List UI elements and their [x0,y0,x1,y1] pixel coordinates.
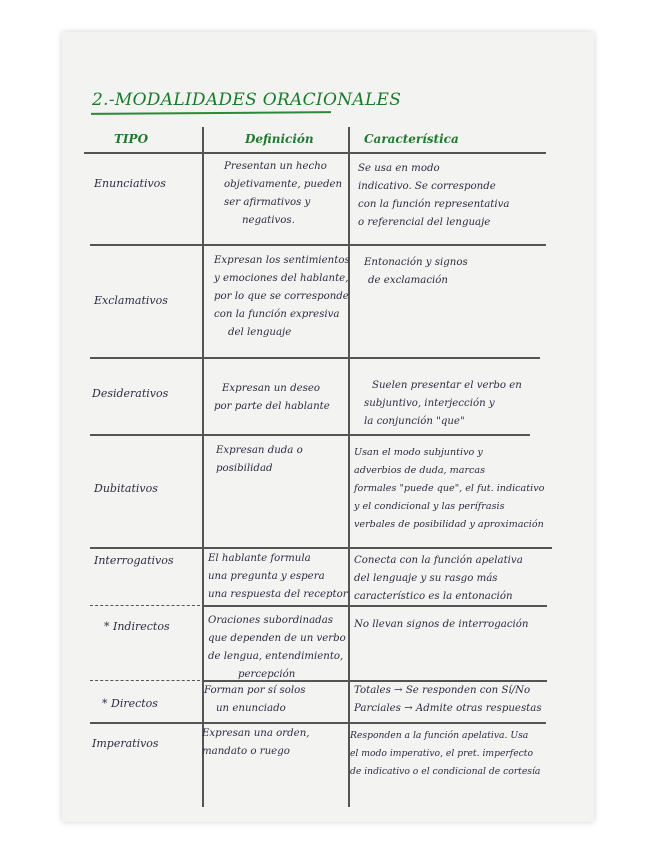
column-divider-2 [348,127,350,807]
definicion-cell: El hablante formula una pregunta y espera una respuesta del receptor [208,553,348,600]
page-title: 2.-MODALIDADES ORACIONALES [92,90,402,110]
caracteristicas-cell: Entonación y signos de exclamación [364,257,468,286]
header-definicion: Definición [245,132,314,146]
definicion-cell: Expresan duda o posibilidad [216,445,303,474]
tipo-desiderativos: Desiderativos [92,387,169,400]
caracteristicas-cell: Se usa en modo indicativo. Se corresponde con la función representativa o referencial del lenguaje [358,163,510,228]
header-tipo: TIPO [114,132,149,146]
tipo-indirectos: * Indirectos [104,620,170,633]
caracteristicas-cell: Responden a la función apelativa. Usa el modo imperativo, el pret. imperfecto de indicativo o el condicional de cortesía [350,730,541,777]
definicion-cell: Expresan una orden, mandato o ruego [202,728,310,757]
row-divider [90,434,530,436]
tipo-imperativos: Imperativos [92,737,159,750]
row-divider [84,152,546,154]
tipo-directos: * Directos [102,697,158,710]
definicion-cell: Expresan un deseo por parte del hablante [214,383,330,412]
definicion-cell: Oraciones subordinadas que dependen de un verbo de lengua, entendimiento, percepción [208,615,346,680]
notebook-page [62,32,594,822]
caracteristicas-cell: Suelen presentar el verbo en subjuntivo, interjección y la conjunción "que" [364,380,522,427]
definicion-cell: Forman por sí solos un enunciado [204,685,306,714]
definicion-cell: Presentan un hecho objetivamente, pueden ser afirmativos y negativos. [224,161,343,226]
dashed-divider [90,680,200,681]
tipo-dubitativos: Dubitativos [94,482,158,495]
row-divider [90,244,546,246]
caracteristicas-cell: No llevan signos de interrogación [354,619,529,630]
caracteristicas-cell: Totales → Se responden con Sí/No Parciales → Admite otras respuestas [354,685,542,714]
definicion-cell: Expresan los sentimientos y emociones del hablante, por lo que se corresponde con la función expresiva del lenguaje [214,255,350,338]
dashed-divider [90,605,200,606]
caracteristicas-cell: Usan el modo subjuntivo y adverbios de duda, marcas formales "puede que", el fut. indicativo y el condicional y las perífrasis verbales de posibilidad y aproximación [354,447,545,530]
tipo-exclamativos: Exclamativos [94,294,168,307]
row-divider [90,722,546,724]
caracteristicas-cell: Conecta con la función apelativa del lenguaje y su rasgo más característico es la entonación [354,555,523,602]
row-divider [90,357,540,359]
title-underline [91,111,331,115]
tipo-interrogativos: Interrogativos [94,554,174,567]
tipo-enunciativos: Enunciativos [94,177,166,190]
row-divider [90,547,552,549]
header-caracteristicas: Característica [364,132,459,146]
